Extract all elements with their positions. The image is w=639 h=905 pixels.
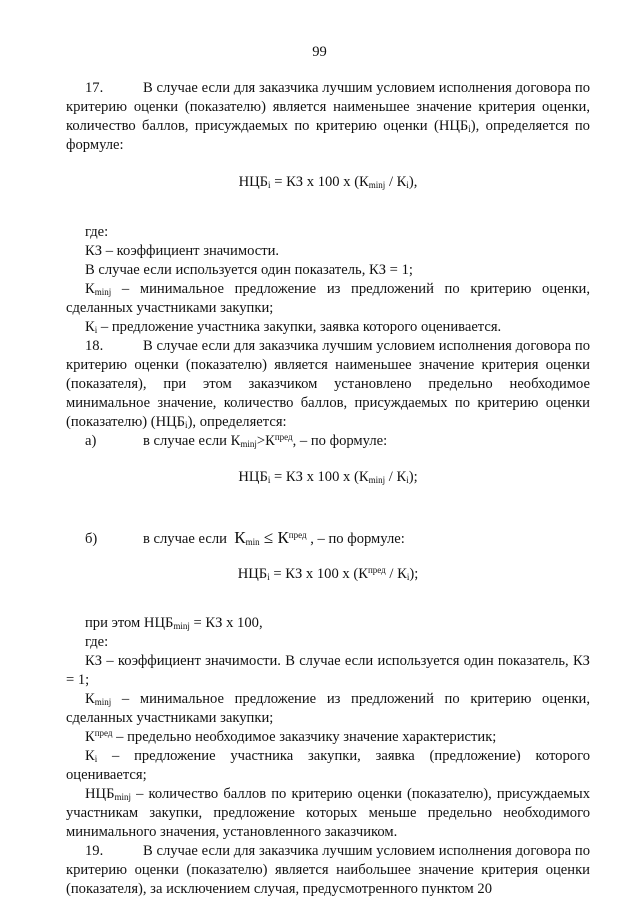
- ncb-min-formula: при этом $НЦБ_{minј}$ = КЗ х 100,: [85, 615, 263, 631]
- formula-1: $НЦБ_i$ = КЗ х 100 х $(К_{minј} / К_i)$,: [238, 174, 418, 190]
- single-indicator-note: В случае если используется один показатель, КЗ = 1;: [85, 262, 413, 278]
- kpred-definition: $К^{пред}$ – предельно необходимое заказчику значение характеристик;: [85, 728, 497, 745]
- page-number: 99: [312, 44, 327, 60]
- ncb-min-definition: $НЦБ_{minј}$ – количество баллов по критерию оценки (показателю), присуждаемых участникам закупки, предложение которых меньше предельно необходимого минимального значения, установленного заказчиком.: [66, 786, 590, 840]
- ki-definition: $К_i$ – предложение участника закупки, заявка которого оценивается.: [85, 319, 502, 335]
- paragraph-17: 17. В случае если для заказчика лучшим условием исполнения договора по критерию оценки (показателю) является наименьшее значение критерия оценки, количество баллов, присуждаемых по критерию оценки $(НЦБ_i)$, определяется по формуле:: [66, 80, 590, 153]
- kmin-definition-2: $К_{minј}$ – минимальное предложение из предложений по критерию оценки, сделанных участниками закупки;: [66, 691, 590, 726]
- kz-definition: КЗ – коэффициент значимости.: [85, 243, 280, 259]
- paragraph-18: 18. В случае если для заказчика лучшим условием исполнения договора по критерию оценки (показателю) является наименьшее значение критерия оценки (показателя), при этом заказчиком установлено предельно необходимое минимальное значение, количество баллов, присуждаемых по критерию оценки (показателю) $(НЦБ_i)$, определяется:: [66, 338, 590, 430]
- item-b: б) в случае если $К_{min} \le К^{пред}$ , – по формуле:: [66, 523, 590, 554]
- item-label: а): [85, 433, 97, 449]
- paragraph-number: 17.: [85, 80, 104, 96]
- item-a: а) в случае если $К_{minј}>К^{пред}$, – по формуле:: [85, 432, 388, 449]
- paragraph-19: 19. В случае если для заказчика лучшим условием исполнения договора по критерию оценки (показателю) является наибольшее значение критерия оценки (показателя), за исключением случая, предусмотренного пунктом 20: [66, 843, 590, 897]
- document-body: [66, 79, 590, 899]
- ki-definition-2: $К_i$ – предложение участника закупки, заявка (предложение) которого оценивается;: [66, 748, 590, 783]
- formula-3: $НЦБ_i$ = КЗ х 100 х $(К^{пред} / К_i)$;: [237, 565, 419, 582]
- kz-definition-2: КЗ – коэффициент значимости. В случае если используется один показатель, КЗ = 1;: [66, 653, 590, 688]
- item-label: б): [85, 531, 98, 547]
- where-label-2: где:: [85, 634, 109, 650]
- formula-2: $НЦБ_i$ = КЗ х 100 х $(К_{minј} / К_i)$;: [238, 469, 418, 485]
- paragraph-number: 18.: [85, 338, 104, 354]
- paragraph-number: 19.: [85, 843, 104, 859]
- kmin-definition: $К_{minј}$ – минимальное предложение из предложений по критерию оценки, сделанных участниками закупки;: [66, 281, 590, 316]
- where-label: где:: [85, 224, 109, 240]
